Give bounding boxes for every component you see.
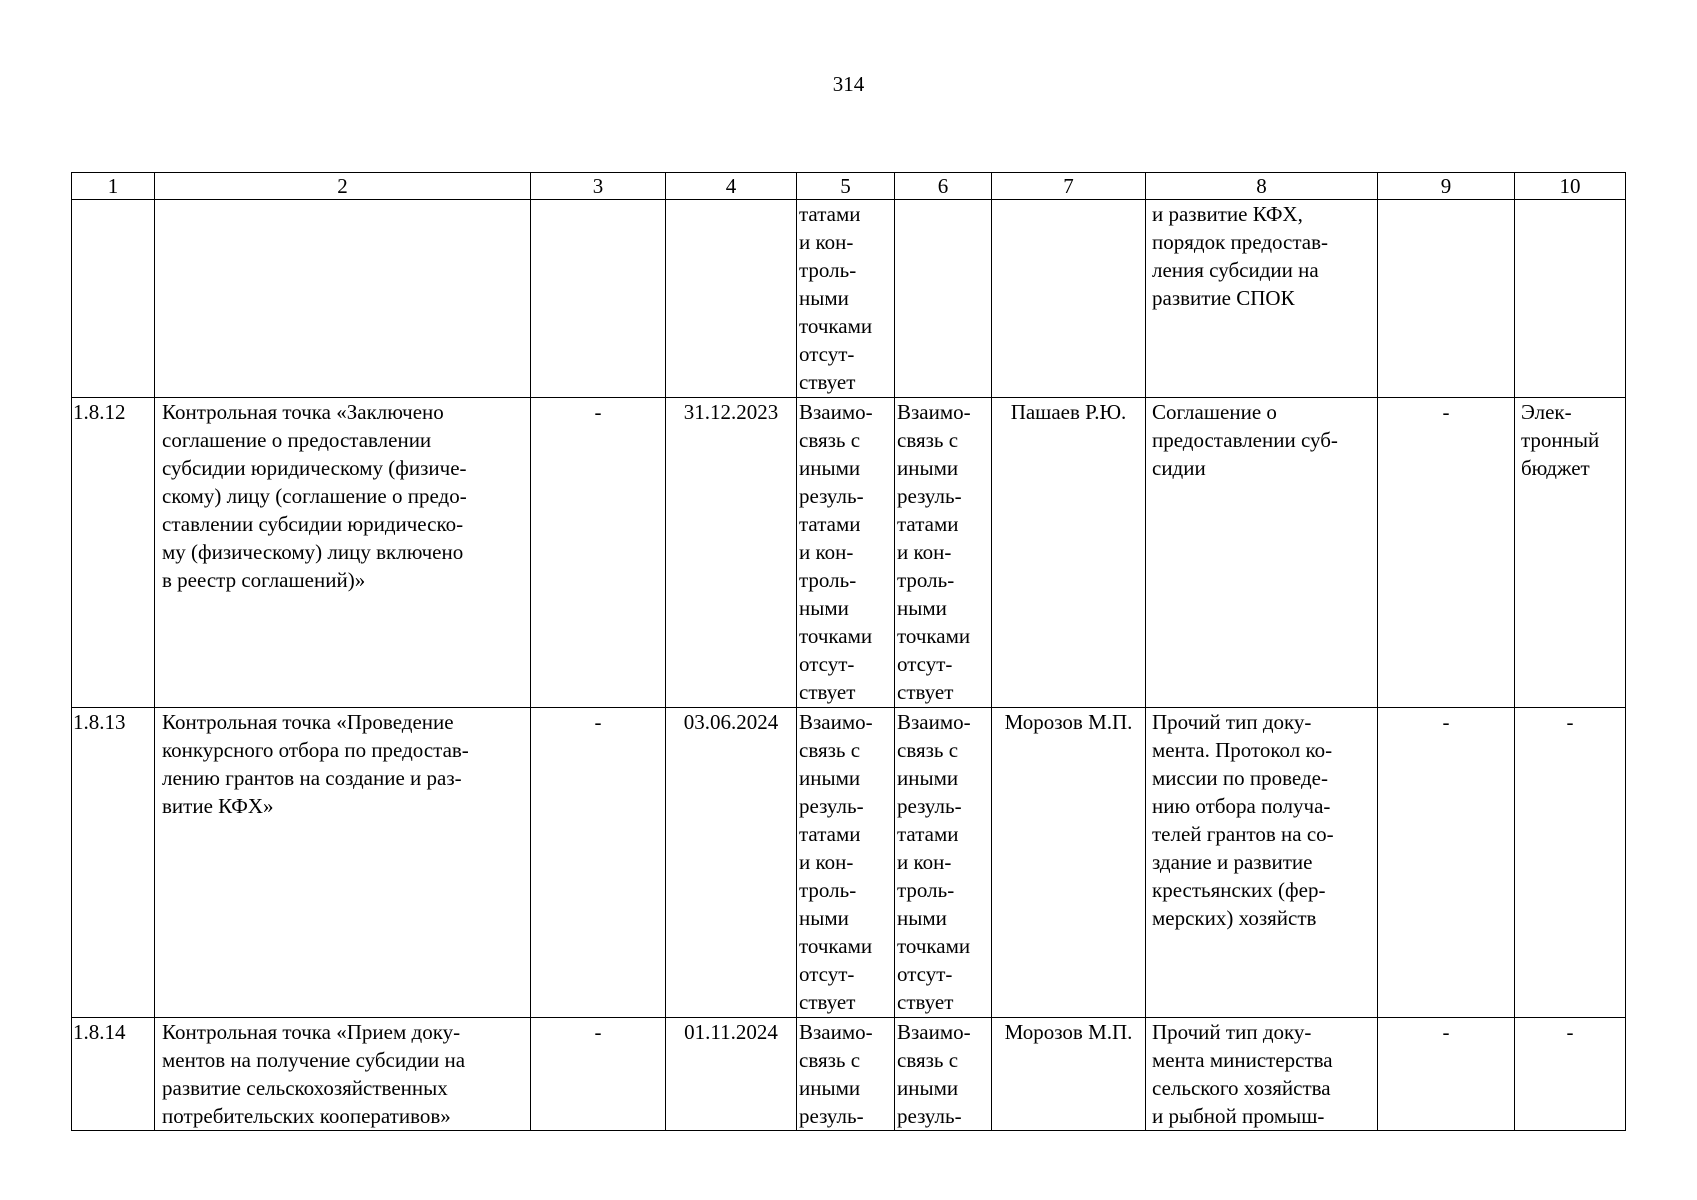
cell-responsible: Пашаев Р.Ю. — [992, 398, 1146, 708]
column-number: 9 — [1378, 173, 1515, 200]
cell-description: Контрольная точка «Проведение конкурсного отбора по предостав- лению грантов на создание и раз- витие КФХ» — [155, 708, 531, 1018]
cell-col9 — [1378, 200, 1515, 398]
cell-relation-1: Взаимо- связь с иными резуль- — [797, 1018, 895, 1131]
cell-col3: - — [531, 1018, 666, 1131]
table-row — [72, 398, 1626, 708]
cell-col3: - — [531, 398, 666, 708]
column-number: 10 — [1515, 173, 1626, 200]
cell-relation-1: Взаимо- связь с иными резуль- татами и кон- троль- ными точками отсут- ствует — [797, 708, 895, 1018]
cell-document: и развитие КФХ, порядок предостав- ления субсидии на развитие СПОК — [1146, 200, 1378, 398]
cell-description: Контрольная точка «Прием доку- ментов на получение субсидии на развитие сельскохозяйственных потребительских кооперативов» — [155, 1018, 531, 1131]
column-number: 5 — [797, 173, 895, 200]
cell-col3 — [531, 200, 666, 398]
column-number: 4 — [666, 173, 797, 200]
cell-document: Прочий тип доку- мента министерства сельского хозяйства и рыбной промыш- — [1146, 1018, 1378, 1131]
cell-col3: - — [531, 708, 666, 1018]
cell-responsible — [992, 200, 1146, 398]
cell-responsible: Морозов М.П. — [992, 708, 1146, 1018]
plan-table — [71, 172, 1626, 1131]
cell-col9: - — [1378, 1018, 1515, 1131]
cell-number: 1.8.12 — [72, 398, 155, 708]
cell-system: - — [1515, 708, 1626, 1018]
cell-relation-2: Взаимо- связь с иными резуль- — [895, 1018, 992, 1131]
column-number: 6 — [895, 173, 992, 200]
cell-document: Соглашение о предоставлении суб- сидии — [1146, 398, 1378, 708]
table-row — [72, 708, 1626, 1018]
cell-system: - — [1515, 1018, 1626, 1131]
cell-system: Элек- тронный бюджет — [1515, 398, 1626, 708]
column-number: 7 — [992, 173, 1146, 200]
cell-system — [1515, 200, 1626, 398]
column-number-row — [72, 173, 1626, 200]
cell-number: 1.8.14 — [72, 1018, 155, 1131]
column-number: 2 — [155, 173, 531, 200]
cell-col9: - — [1378, 398, 1515, 708]
column-number: 8 — [1146, 173, 1378, 200]
column-number: 3 — [531, 173, 666, 200]
cell-col9: - — [1378, 708, 1515, 1018]
cell-relation-1: татами и кон- троль- ными точками отсут- ствует — [797, 200, 895, 398]
cell-relation-2 — [895, 200, 992, 398]
cell-date: 01.11.2024 — [666, 1018, 797, 1131]
cell-description — [155, 200, 531, 398]
table-row — [72, 1018, 1626, 1131]
page-number: 314 — [832, 72, 865, 96]
cell-number: 1.8.13 — [72, 708, 155, 1018]
cell-number — [72, 200, 155, 398]
cell-relation-2: Взаимо- связь с иными резуль- татами и кон- троль- ными точками отсут- ствует — [895, 398, 992, 708]
cell-date: 31.12.2023 — [666, 398, 797, 708]
cell-document: Прочий тип доку- мента. Протокол ко- миссии по проведе- нию отбора получа- телей грантов на со- здание и развитие крестьянских (фер- мерских) хозяйств — [1146, 708, 1378, 1018]
column-number: 1 — [72, 173, 155, 200]
cell-description: Контрольная точка «Заключено соглашение о предоставлении субсидии юридическому (физиче- скому) лицу (соглашение о предо- ставлении субсидии юридическо- му (физическому) лицу включено в реестр соглашений)» — [155, 398, 531, 708]
cell-date — [666, 200, 797, 398]
cell-relation-2: Взаимо- связь с иными резуль- татами и кон- троль- ными точками отсут- ствует — [895, 708, 992, 1018]
table-row — [72, 200, 1626, 398]
cell-date: 03.06.2024 — [666, 708, 797, 1018]
cell-relation-1: Взаимо- связь с иными резуль- татами и кон- троль- ными точками отсут- ствует — [797, 398, 895, 708]
cell-responsible: Морозов М.П. — [992, 1018, 1146, 1131]
